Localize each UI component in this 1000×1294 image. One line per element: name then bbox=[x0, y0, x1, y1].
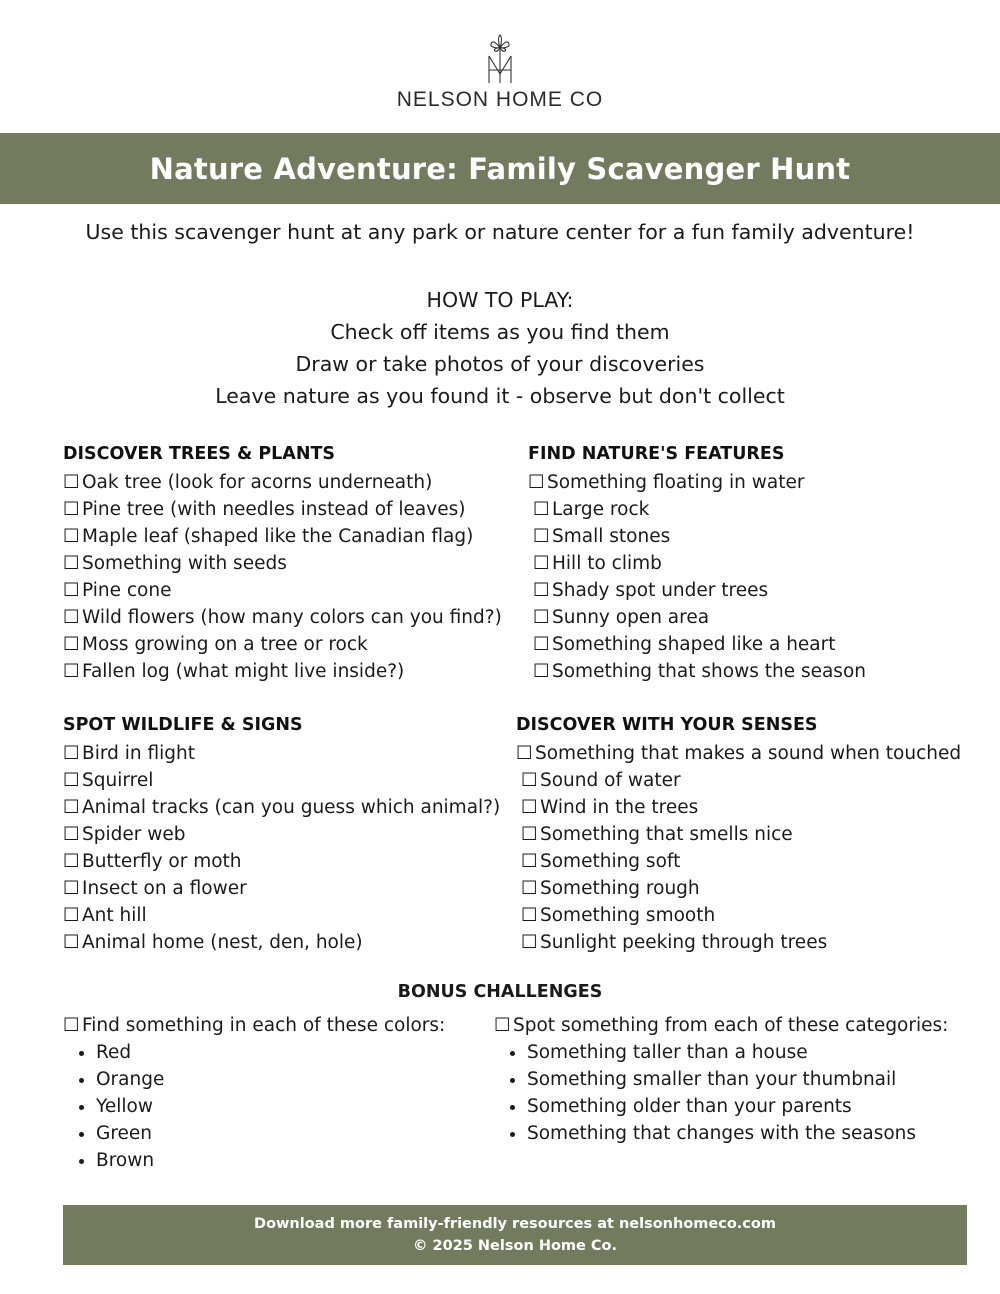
checkbox[interactable]: ☐ bbox=[63, 634, 80, 655]
item-label: Insect on a flower bbox=[82, 878, 247, 899]
item-label: Squirrel bbox=[82, 770, 154, 791]
list-item: • Red bbox=[96, 1039, 445, 1066]
item-label: Fallen log (what might live inside?) bbox=[82, 661, 405, 682]
checkbox[interactable]: ☐ bbox=[521, 932, 538, 953]
checkbox[interactable]: ☐ bbox=[521, 770, 538, 791]
checkbox[interactable]: ☐ bbox=[521, 824, 538, 845]
section-senses bbox=[516, 711, 961, 956]
item-label: Sound of water bbox=[540, 770, 681, 791]
item-label: Something that shows the season bbox=[552, 661, 866, 682]
checklist-item[interactable] bbox=[63, 794, 500, 821]
item-label: Something rough bbox=[540, 878, 700, 899]
item-label: Wild flowers (how many colors can you find?) bbox=[82, 607, 502, 628]
checkbox[interactable]: ☐ bbox=[63, 472, 80, 493]
section-title: DISCOVER WITH YOUR SENSES bbox=[516, 715, 818, 735]
how-to-play-heading: HOW TO PLAY: bbox=[426, 288, 574, 312]
checklist-item[interactable] bbox=[528, 604, 866, 631]
checklist-item[interactable] bbox=[516, 821, 961, 848]
item-label: Maple leaf (shaped like the Canadian flag) bbox=[82, 526, 474, 547]
item-label: Oak tree (look for acorns underneath) bbox=[82, 472, 433, 493]
checklist-item[interactable] bbox=[516, 902, 961, 929]
item-label: Animal home (nest, den, hole) bbox=[82, 932, 363, 953]
item-label: Something floating in water bbox=[547, 472, 805, 493]
checklist-item[interactable] bbox=[63, 577, 502, 604]
checkbox[interactable]: ☐ bbox=[63, 553, 80, 574]
checkbox[interactable]: ☐ bbox=[521, 878, 538, 899]
checkbox[interactable]: ☐ bbox=[533, 661, 550, 682]
list-item: • Green bbox=[96, 1120, 445, 1147]
checklist-item[interactable] bbox=[63, 875, 500, 902]
checklist-item[interactable] bbox=[63, 496, 502, 523]
list-item: • Something smaller than your thumbnail bbox=[527, 1066, 948, 1093]
item-label: Pine cone bbox=[82, 580, 172, 601]
brand-name: NELSON HOME CO bbox=[396, 88, 604, 111]
checkbox[interactable]: ☐ bbox=[63, 607, 80, 628]
bonus-categories bbox=[494, 1012, 948, 1147]
section-natures-features bbox=[528, 440, 866, 685]
checklist-item[interactable] bbox=[63, 469, 502, 496]
item-label: Something soft bbox=[540, 851, 681, 872]
checklist-item[interactable] bbox=[516, 875, 961, 902]
item-label: Find something in each of these colors: bbox=[82, 1015, 446, 1036]
checklist-item[interactable] bbox=[516, 929, 961, 956]
checklist-item[interactable] bbox=[528, 550, 866, 577]
checklist-item[interactable] bbox=[528, 469, 866, 496]
checkbox[interactable]: ☐ bbox=[63, 797, 80, 818]
checklist-item[interactable] bbox=[63, 631, 502, 658]
checklist-item[interactable] bbox=[528, 631, 866, 658]
checklist-item[interactable] bbox=[516, 767, 961, 794]
checkbox[interactable]: ☐ bbox=[533, 553, 550, 574]
checkbox[interactable]: ☐ bbox=[533, 526, 550, 547]
checklist-item[interactable] bbox=[528, 658, 866, 685]
list-item: • Something taller than a house bbox=[527, 1039, 948, 1066]
item-label: Something with seeds bbox=[82, 553, 287, 574]
checkbox[interactable]: ☐ bbox=[533, 607, 550, 628]
checklist-item[interactable] bbox=[528, 577, 866, 604]
title-banner bbox=[0, 133, 1000, 204]
item-label: Spot something from each of these categories: bbox=[513, 1015, 949, 1036]
item-label: Shady spot under trees bbox=[552, 580, 769, 601]
section-title: SPOT WILDLIFE & SIGNS bbox=[63, 715, 303, 735]
checkbox[interactable]: ☐ bbox=[63, 851, 80, 872]
checkbox[interactable]: ☐ bbox=[521, 905, 538, 926]
footer-copyright: © 2025 Nelson Home Co. bbox=[412, 1238, 618, 1254]
checkbox[interactable]: ☐ bbox=[521, 851, 538, 872]
checkbox[interactable]: ☐ bbox=[63, 499, 80, 520]
checkbox[interactable]: ☐ bbox=[494, 1015, 511, 1036]
checkbox[interactable]: ☐ bbox=[63, 824, 80, 845]
section-title: DISCOVER TREES & PLANTS bbox=[63, 444, 336, 464]
list-item: • Something older than your parents bbox=[527, 1093, 948, 1120]
checklist-item[interactable] bbox=[63, 604, 502, 631]
checkbox[interactable]: ☐ bbox=[63, 1015, 80, 1036]
checkbox[interactable]: ☐ bbox=[528, 472, 545, 493]
checklist-item[interactable] bbox=[516, 794, 961, 821]
item-label: Moss growing on a tree or rock bbox=[82, 634, 368, 655]
bonus-title: BONUS CHALLENGES bbox=[397, 982, 603, 1002]
checklist-item[interactable] bbox=[63, 523, 502, 550]
checkbox[interactable]: ☐ bbox=[521, 797, 538, 818]
checkbox[interactable]: ☐ bbox=[533, 499, 550, 520]
checkbox[interactable]: ☐ bbox=[63, 932, 80, 953]
category-list bbox=[494, 1039, 948, 1147]
checkbox[interactable]: ☐ bbox=[63, 580, 80, 601]
page-title: Nature Adventure: Family Scavenger Hunt bbox=[149, 151, 851, 186]
checklist-item[interactable] bbox=[63, 767, 500, 794]
checkbox[interactable]: ☐ bbox=[63, 878, 80, 899]
checkbox[interactable]: ☐ bbox=[63, 661, 80, 682]
checkbox[interactable]: ☐ bbox=[63, 743, 80, 764]
item-label: Sunny open area bbox=[552, 607, 710, 628]
checkbox[interactable]: ☐ bbox=[533, 580, 550, 601]
item-label: Ant hill bbox=[82, 905, 147, 926]
section-title: FIND NATURE'S FEATURES bbox=[528, 444, 785, 464]
checklist-item[interactable] bbox=[516, 848, 961, 875]
color-list bbox=[63, 1039, 445, 1174]
brand-logo bbox=[0, 34, 1000, 112]
item-label: Hill to climb bbox=[552, 553, 662, 574]
item-label: Something that makes a sound when touched bbox=[535, 743, 962, 764]
item-label: Something shaped like a heart bbox=[552, 634, 836, 655]
checklist-item[interactable] bbox=[63, 902, 500, 929]
checklist-item[interactable] bbox=[63, 740, 500, 767]
list-item: • Brown bbox=[96, 1147, 445, 1174]
checklist-item[interactable] bbox=[516, 740, 961, 767]
intro-text: Use this scavenger hunt at any park or nature center for a fun family adventure! bbox=[85, 220, 915, 244]
item-label: Spider web bbox=[82, 824, 186, 845]
item-label: Something that smells nice bbox=[540, 824, 793, 845]
item-label: Small stones bbox=[552, 526, 671, 547]
section-wildlife-signs bbox=[63, 711, 500, 956]
checklist-item[interactable] bbox=[63, 658, 502, 685]
checkbox[interactable]: ☐ bbox=[533, 634, 550, 655]
checklist-item[interactable] bbox=[494, 1012, 948, 1039]
list-item: • Yellow bbox=[96, 1093, 445, 1120]
checklist-item[interactable] bbox=[528, 496, 866, 523]
how-to-play-step: Draw or take photos of your discoveries bbox=[295, 352, 705, 376]
checkbox[interactable]: ☐ bbox=[516, 743, 533, 764]
item-label: Something smooth bbox=[540, 905, 716, 926]
footer bbox=[63, 1205, 967, 1265]
bonus-colors bbox=[63, 1012, 445, 1174]
how-to-play-step: Leave nature as you found it - observe but don't collect bbox=[215, 384, 785, 408]
how-to-play-step: Check off items as you find them bbox=[330, 320, 670, 344]
item-label: Butterfly or moth bbox=[82, 851, 242, 872]
checklist-item[interactable] bbox=[63, 929, 500, 956]
item-label: Wind in the trees bbox=[540, 797, 699, 818]
how-to-play bbox=[0, 284, 1000, 412]
item-label: Pine tree (with needles instead of leaves) bbox=[82, 499, 466, 520]
item-label: Bird in flight bbox=[82, 743, 195, 764]
checklist-item[interactable] bbox=[63, 550, 502, 577]
checklist-item[interactable] bbox=[528, 523, 866, 550]
checkbox[interactable]: ☐ bbox=[63, 770, 80, 791]
footer-download-link[interactable]: Download more family-friendly resources at nelsonhomeco.com bbox=[254, 1216, 776, 1232]
checkbox[interactable]: ☐ bbox=[63, 526, 80, 547]
checkbox[interactable]: ☐ bbox=[63, 905, 80, 926]
item-label: Large rock bbox=[552, 499, 650, 520]
checklist-item[interactable] bbox=[63, 1012, 445, 1039]
item-label: Animal tracks (can you guess which animal?) bbox=[82, 797, 501, 818]
list-item: • Something that changes with the seasons bbox=[527, 1120, 948, 1147]
section-trees-plants bbox=[63, 440, 502, 685]
checklist-item[interactable] bbox=[63, 848, 500, 875]
list-item: • Orange bbox=[96, 1066, 445, 1093]
flower-monogram-icon bbox=[480, 34, 520, 84]
checklist-item[interactable] bbox=[63, 821, 500, 848]
item-label: Sunlight peeking through trees bbox=[540, 932, 828, 953]
